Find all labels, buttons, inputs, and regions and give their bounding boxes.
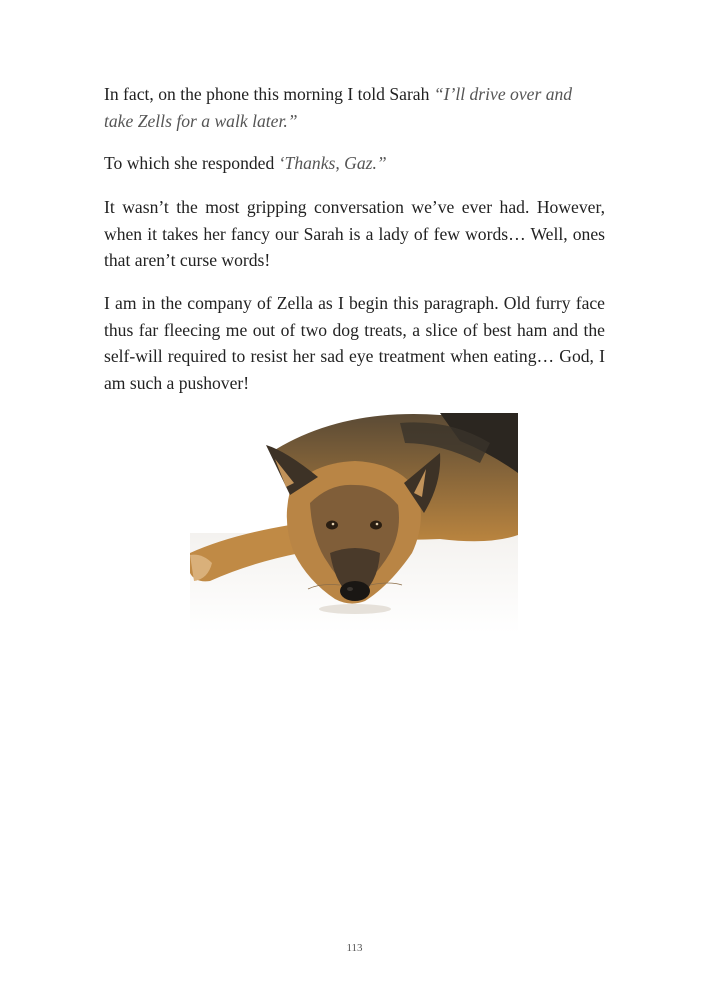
- paragraph-zella: I am in the company of Zella as I begin this paragraph. Old furry face thus far fleecing me out of two dog treats, a slice of best ham and the self-will required to resist her sad eye treatment when eating… God, I am such a pushover!: [104, 293, 605, 393]
- paragraph-conversation: It wasn’t the most gripping conversation we’ve ever had. However, when it takes her fancy our Sarah is a lady of few words… Well, ones that aren’t curse words!: [104, 197, 605, 270]
- paragraph-phone-call: [104, 81, 605, 134]
- page-number: 113: [346, 942, 363, 954]
- paragraph-response: [104, 150, 605, 177]
- paragraph-phone-call-text: In fact, on the phone this morning I told Sarah: [104, 84, 434, 104]
- paragraph-phone-call-quote: “I’ll drive over and take Zells for a walk later.”: [104, 84, 573, 131]
- paragraph-response-quote: ‘Thanks, Gaz.”: [278, 153, 387, 173]
- paragraph-response-text: To which she responded: [104, 153, 279, 173]
- german-shepherd-photo: [190, 413, 518, 633]
